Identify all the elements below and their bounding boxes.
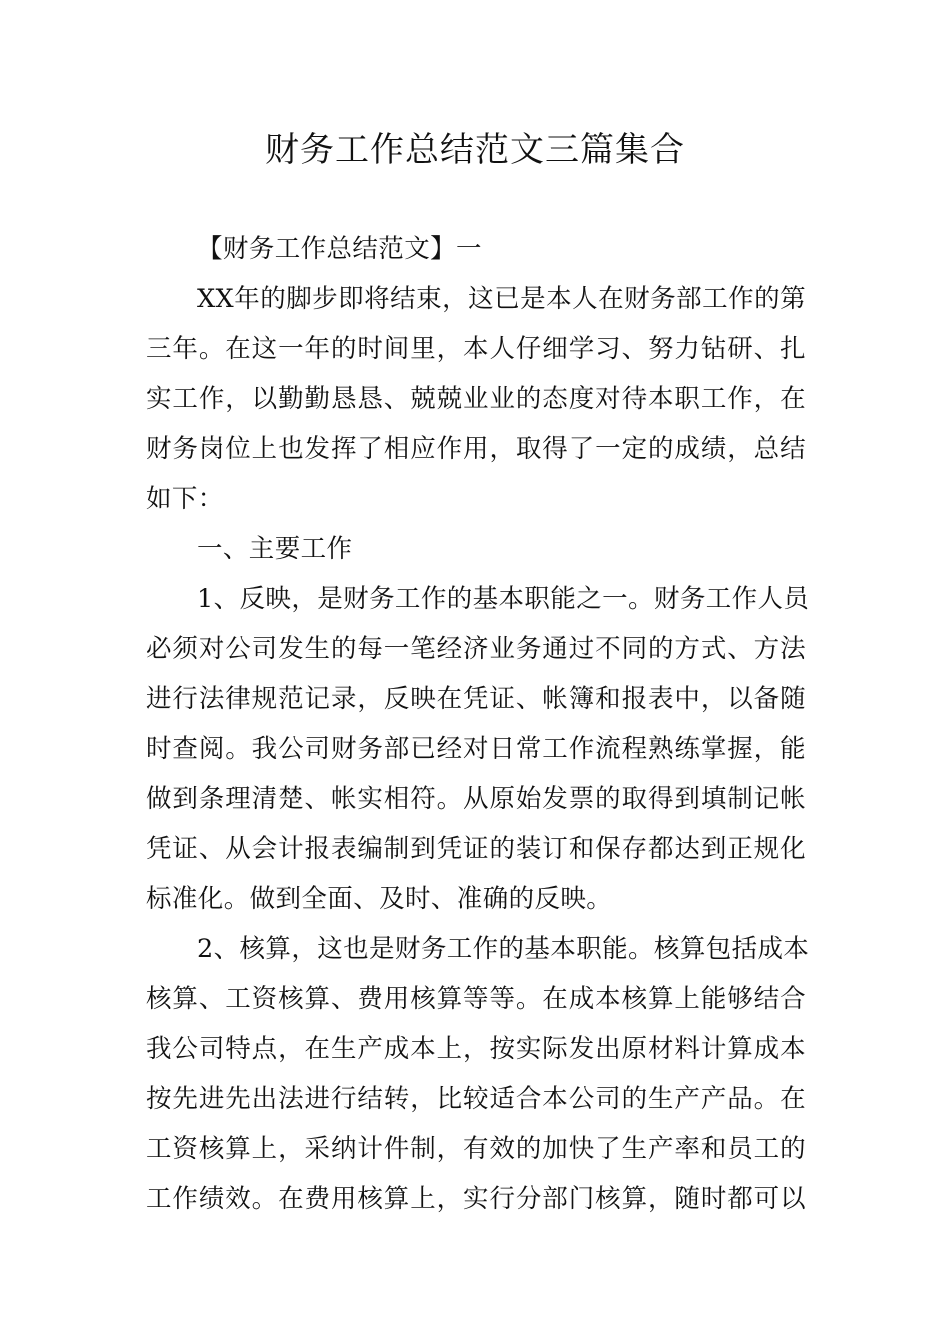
paragraph-line: 时查阅。我公司财务部已经对日常工作流程熟练掌握，能 bbox=[146, 734, 806, 764]
section-heading: 【财务工作总结范文】一 bbox=[197, 234, 482, 264]
paragraph-line: 财务岗位上也发挥了相应作用，取得了一定的成绩，总结 bbox=[146, 434, 806, 464]
paragraph-line: 工资核算上，采纳计件制，有效的加快了生产率和员工的 bbox=[146, 1134, 806, 1164]
paragraph-line: 进行法律规范记录，反映在凭证、帐簿和报表中，以备随 bbox=[146, 684, 806, 714]
document-body bbox=[146, 224, 810, 1224]
paragraph-line: XX年的脚步即将结束，这已是本人在财务部工作的第 bbox=[197, 284, 806, 314]
paragraph-line: 三年。在这一年的时间里，本人仔细学习、努力钻研、扎 bbox=[146, 334, 806, 364]
paragraph-line: 做到条理清楚、帐实相符。从原始发票的取得到填制记帐 bbox=[146, 784, 806, 814]
paragraph-line: 1、反映，是财务工作的基本职能之一。财务工作人员 bbox=[197, 584, 810, 614]
paragraph-line: 工作绩效。在费用核算上，实行分部门核算，随时都可以 bbox=[146, 1184, 806, 1214]
document-title: 财务工作总结范文三篇集合 bbox=[265, 130, 685, 170]
paragraph-line: 实工作，以勤勤恳恳、兢兢业业的态度对待本职工作，在 bbox=[146, 384, 806, 414]
paragraph-line: 凭证、从会计报表编制到凭证的装订和保存都达到正规化 bbox=[146, 834, 806, 864]
paragraph-line: 核算、工资核算、费用核算等等。在成本核算上能够结合 bbox=[146, 984, 806, 1014]
paragraph-line: 标准化。做到全面、及时、准确的反映。 bbox=[146, 884, 613, 914]
paragraph-line: 我公司特点，在生产成本上，按实际发出原材料计算成本 bbox=[146, 1034, 806, 1064]
subsection-heading: 一、主要工作 bbox=[197, 534, 353, 564]
paragraph-line: 如下： bbox=[146, 484, 224, 514]
paragraph-line: 按先进先出法进行结转，比较适合本公司的生产产品。在 bbox=[146, 1084, 806, 1114]
paragraph-line: 2、核算，这也是财务工作的基本职能。核算包括成本 bbox=[197, 934, 810, 964]
paragraph-line: 必须对公司发生的每一笔经济业务通过不同的方式、方法 bbox=[146, 634, 806, 664]
